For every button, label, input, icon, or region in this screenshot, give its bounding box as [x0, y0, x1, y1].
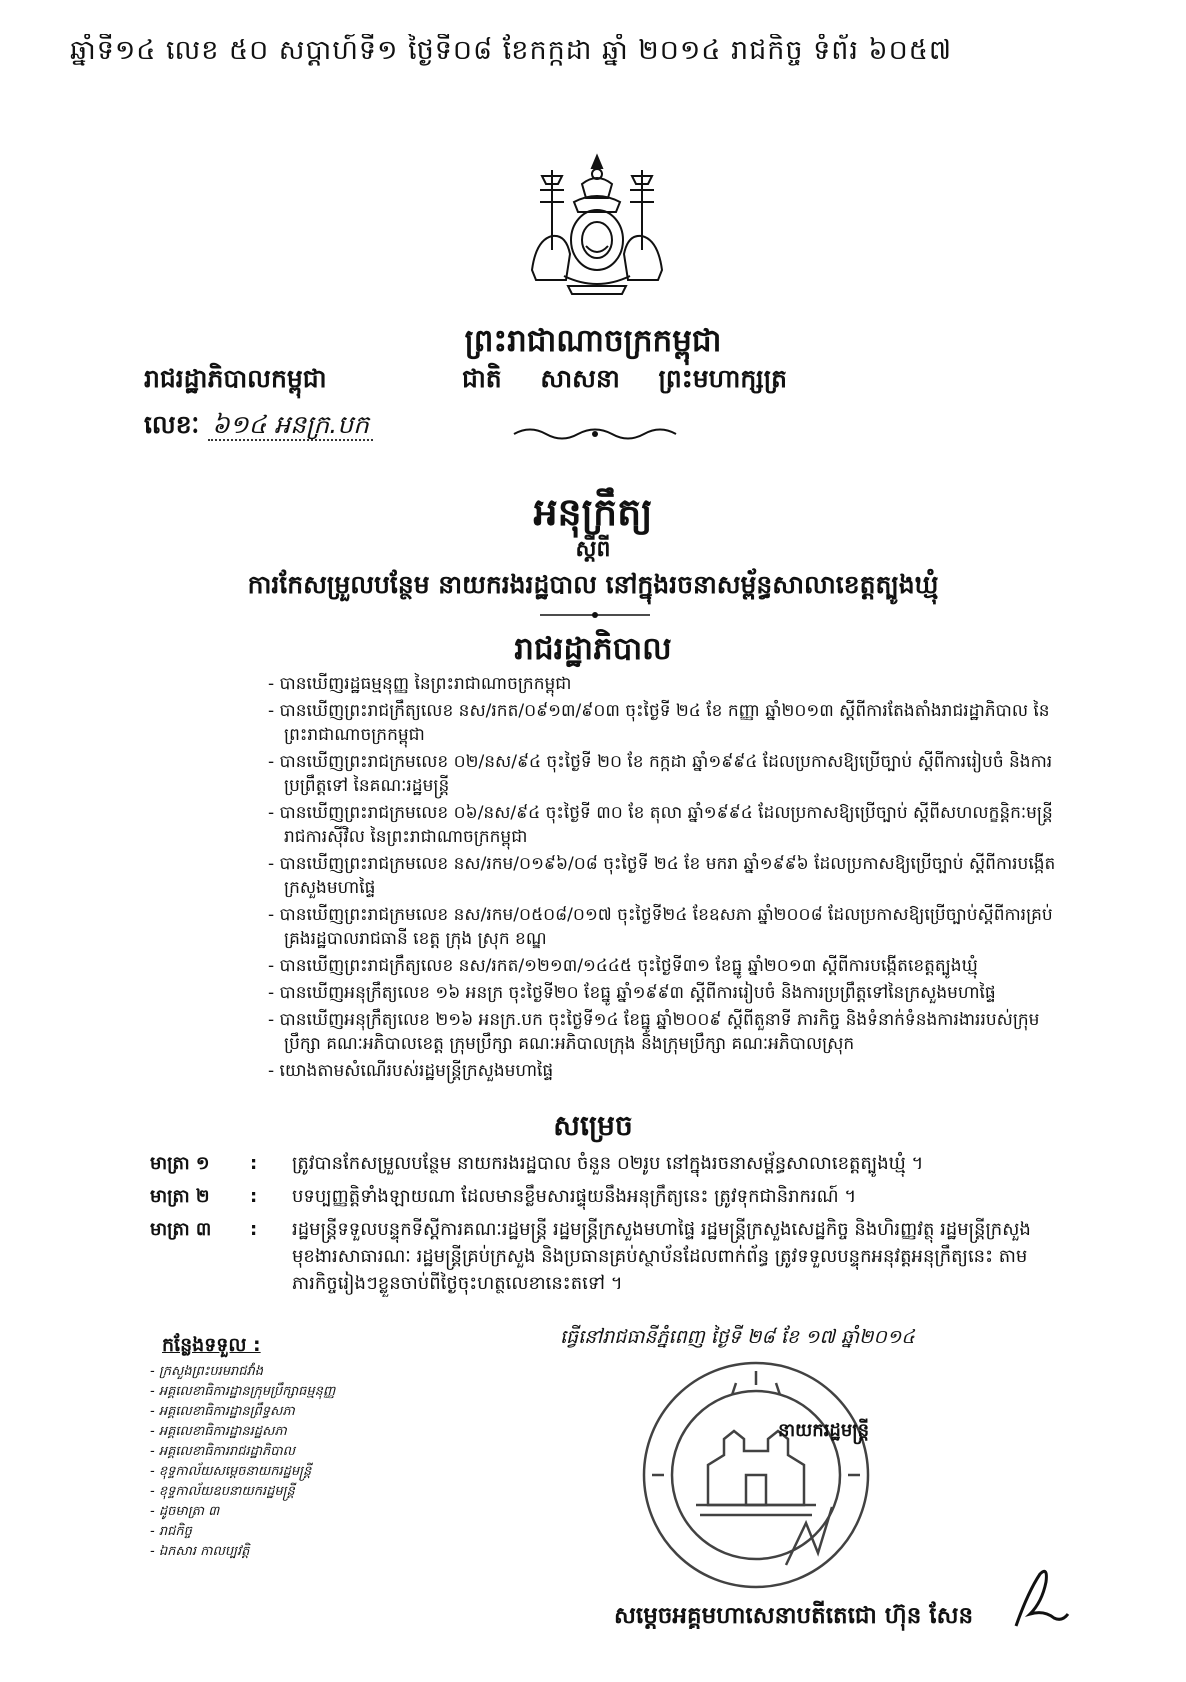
recital-item: - បានឃើញព្រះរាជក្រមលេខ ០៦/នស/៩៤ ចុះថ្ងៃទី ៣០ ខែ តុលា ឆ្នាំ១៩៩៤ ដែលប្រកាសឱ្យប្រើច្បាប់ ស្តីពីសហលក្ខន្តិកៈមន្ត្រីរាជការស៊ីវិល នៃព្រះរាជាណាចក្រកម្ពុជា [268, 801, 1068, 849]
section-divider [540, 610, 650, 620]
article-text: បទប្បញ្ញត្តិទាំងឡាយណា ដែលមានខ្លឹមសារផ្ទុយនឹងអនុក្រឹត្យនេះ ត្រូវទុកជានិរាករណ៍ ។ [292, 1186, 857, 1207]
recipient-item: - ដូចមាត្រា ៣ [150, 1502, 450, 1522]
recipient-item: - រាជកិច្ច [150, 1522, 450, 1542]
recital-item: - បានឃើញអនុក្រឹត្យលេខ ១៦ អនក្រ ចុះថ្ងៃទី២០ ខែធ្នូ ឆ្នាំ១៩៩៣ ស្តីពីការរៀបចំ និងការប្រព្រឹត្តទៅនៃក្រសួងមហាផ្ទៃ [268, 981, 1068, 1005]
motto-religion: សាសនា [540, 364, 620, 393]
article-label: មាត្រា ១ [150, 1153, 210, 1174]
recipient-item: - ខុទ្ទកាល័យសម្តេចនាយករដ្ឋមន្ត្រី [150, 1462, 450, 1482]
government-label: រាជរដ្ឋាភិបាលកម្ពុជា [144, 364, 327, 393]
article-row: មាត្រា ៣ : រដ្ឋមន្ត្រីទទួលបន្ទុកទីស្តីការគណៈរដ្ឋមន្ត្រី រដ្ឋមន្ត្រីក្រសួងមហាផ្ទៃ រដ្ឋមន្ត្រីក្រសួងសេដ្ឋកិច្ច និងហិរញ្ញវត្ថុ រដ្ឋមន្ត្រីក្រសួងមុខងារសាធារណៈ រដ្ឋមន្ត្រីគ្រប់ក្រសួង និងប្រធានគ្រប់ស្ថាប័នដែលពាក់ព័ន្ធ ត្រូវទទួលបន្ទុកអនុវត្តអនុក្រឹត្យនេះ តាមភារកិច្ចរៀងៗខ្លួនចាប់ពីថ្ងៃចុះហត្ថលេខានេះតទៅ ។ [150, 1216, 1068, 1297]
motto-king: ព្រះមហាក្សត្រ [658, 364, 788, 393]
recital-item: - បានឃើញរដ្ឋធម្មនុញ្ញ នៃព្រះរាជាណាចក្រកម្ពុជា [268, 672, 1068, 696]
recipient-item: - អគ្គលេខាធិការដ្ឋានក្រុមប្រឹក្សាធម្មនុញ្ញ [150, 1382, 450, 1402]
date-place-line: ធ្វើនៅរាជធានីភ្នំពេញ ថ្ងៃទី ២៨ ខែ ១៧ ឆ្នាំ២០១៤ [560, 1326, 915, 1348]
recipient-item: - អគ្គលេខាធិការរាជរដ្ឋាភិបាល [150, 1442, 450, 1462]
motto-nation: ជាតិ [462, 364, 502, 393]
article-label: មាត្រា ២ [150, 1186, 210, 1207]
decree-title: អនុក្រឹត្យ [533, 490, 653, 534]
recipient-item: - អគ្គលេខាធិការដ្ឋានរដ្ឋសភា [150, 1422, 450, 1442]
document-number-label: លេខៈ [144, 410, 200, 439]
article-row: មាត្រា ២ : បទប្បញ្ញត្តិទាំងឡាយណា ដែលមានខ្លឹមសារផ្ទុយនឹងអនុក្រឹត្យនេះ ត្រូវទុកជានិរាករណ៍ ។ [150, 1183, 1068, 1210]
official-seal-stamp [636, 1355, 876, 1595]
handwritten-signature [1010, 1562, 1074, 1632]
decides-heading: សម្រេច [553, 1109, 633, 1142]
recipient-item: - ក្រសួងព្រះបរមរាជវាំង [150, 1362, 450, 1382]
recital-item: - បានឃើញព្រះរាជក្រមលេខ នស/រកម/០៥០៨/០១៧ ចុះថ្ងៃទី២៤ ខែឧសភា ឆ្នាំ២០០៨ ដែលប្រកាសឱ្យប្រើច្បាប់ស្តីពីការគ្រប់គ្រងរដ្ឋបាលរាជធានី ខេត្ត ក្រុង ស្រុក ខណ្ឌ [268, 903, 1068, 951]
signer-name: សម្តេចអគ្គមហាសេនាបតីតេជោ ហ៊ុន សែន [614, 1603, 974, 1629]
decree-subject: ការកែសម្រួលបន្ថែម នាយករងរដ្ឋបាល នៅក្នុងរចនាសម្ព័ន្ធសាលាខេត្តត្បូងឃ្មុំ [247, 570, 939, 599]
recital-item: - បានឃើញព្រះរាជក្រឹត្យលេខ នស/រកត/១២១៣/១៤៤៥ ចុះថ្ងៃទី៣១ ខែធ្នូ ឆ្នាំ២០១៣ ស្តីពីការបង្កើតខេត្តត្បូងឃ្មុំ [268, 954, 1068, 978]
issuing-authority: រាជរដ្ឋាភិបាល [514, 631, 672, 667]
recipients-list [150, 1362, 450, 1562]
recital-item: - បានឃើញអនុក្រឹត្យលេខ ២១៦ អនក្រ.បក ចុះថ្ងៃទី១៤ ខែធ្នូ ឆ្នាំ២០០៩ ស្តីពីតួនាទី ភារកិច្ច និងទំនាក់ទំនងការងាររបស់ក្រុមប្រឹក្សា គណៈអភិបាលខេត្ត ក្រុមប្រឹក្សា គណៈអភិបាលក្រុង និងក្រុមប្រឹក្សា គណៈអភិបាលស្រុក [268, 1008, 1068, 1056]
recitals-list [268, 672, 1068, 1086]
gazette-header: ឆ្នាំទី១៤ លេខ ៥០ សប្តាហ៍ទី១ ថ្ងៃទី០៨ ខែកក្កដា ឆ្នាំ ២០១៤ រាជកិច្ច ទំព័រ ៦០៥៧ [70, 35, 953, 66]
decree-about-label: ស្តីពី [575, 537, 611, 562]
kingdom-title: ព្រះរាជាណាចក្រកម្ពុជា [464, 323, 722, 359]
motto-ornament [510, 425, 680, 443]
document-number-value: ៦១៤ អនក្រ.បក [208, 410, 373, 441]
document-number [144, 410, 373, 446]
royal-coat-of-arms-emblem [512, 150, 682, 300]
recipients-heading: កន្លែងទទួល : [162, 1334, 261, 1356]
article-row: មាត្រា ១ : ត្រូវបានកែសម្រួលបន្ថែម នាយករងរដ្ឋបាល ចំនួន ០២រូប នៅក្នុងរចនាសម្ព័ន្ធសាលាខេត្តត្បូងឃ្មុំ ។ [150, 1150, 1068, 1177]
recipient-item: - ខុទ្ទកាល័យឧបនាយករដ្ឋមន្ត្រី [150, 1482, 450, 1502]
article-text: ត្រូវបានកែសម្រួលបន្ថែម នាយករងរដ្ឋបាល ចំនួន ០២រូប នៅក្នុងរចនាសម្ព័ន្ធសាលាខេត្តត្បូងឃ្មុំ ។ [292, 1153, 924, 1174]
signature-title: នាយករដ្ឋមន្ត្រី [778, 1420, 870, 1441]
national-motto [462, 364, 817, 400]
recipient-item: - ឯកសារ កាលប្បវត្តិ [150, 1542, 450, 1562]
articles-section [150, 1150, 1068, 1303]
recital-item: - បានឃើញព្រះរាជក្រមលេខ ០២/នស/៩៤ ចុះថ្ងៃទី ២០ ខែ កក្កដា ឆ្នាំ១៩៩៤ ដែលប្រកាសឱ្យប្រើច្បាប់ ស្តីពីការរៀបចំ និងការប្រព្រឹត្តទៅ នៃគណៈរដ្ឋមន្ត្រី [268, 750, 1068, 798]
recital-item: - យោងតាមសំណើរបស់រដ្ឋមន្ត្រីក្រសួងមហាផ្ទៃ [268, 1059, 1068, 1083]
recipient-item: - អគ្គលេខាធិការដ្ឋានព្រឹទ្ធសភា [150, 1402, 450, 1422]
recital-item: - បានឃើញព្រះរាជក្រឹត្យលេខ នស/រកត/០៩១៣/៩០៣ ចុះថ្ងៃទី ២៤ ខែ កញ្ញា ឆ្នាំ២០១៣ ស្តីពីការតែងតាំងរាជរដ្ឋាភិបាល នៃព្រះរាជាណាចក្រកម្ពុជា [268, 699, 1068, 747]
recital-item: - បានឃើញព្រះរាជក្រមលេខ នស/រកម/០១៩៦/០៨ ចុះថ្ងៃទី ២៤ ខែ មករា ឆ្នាំ១៩៩៦ ដែលប្រកាសឱ្យប្រើច្បាប់ ស្តីពីការបង្កើតក្រសួងមហាផ្ទៃ [268, 852, 1068, 900]
article-text: រដ្ឋមន្ត្រីទទួលបន្ទុកទីស្តីការគណៈរដ្ឋមន្ត្រី រដ្ឋមន្ត្រីក្រសួងមហាផ្ទៃ រដ្ឋមន្ត្រីក្រសួងសេដ្ឋកិច្ច និងហិរញ្ញវត្ថុ រដ្ឋមន្ត្រីក្រសួងមុខងារសាធារណៈ រដ្ឋមន្ត្រីគ្រប់ក្រសួង និងប្រធានគ្រប់ស្ថាប័នដែលពាក់ព័ន្ធ ត្រូវទទួលបន្ទុកអនុវត្តអនុក្រឹត្យនេះ តាមភារកិច្ចរៀងៗខ្លួនចាប់ពីថ្ងៃចុះហត្ថលេខានេះតទៅ ។ [292, 1219, 1031, 1294]
article-label: មាត្រា ៣ [150, 1219, 212, 1240]
